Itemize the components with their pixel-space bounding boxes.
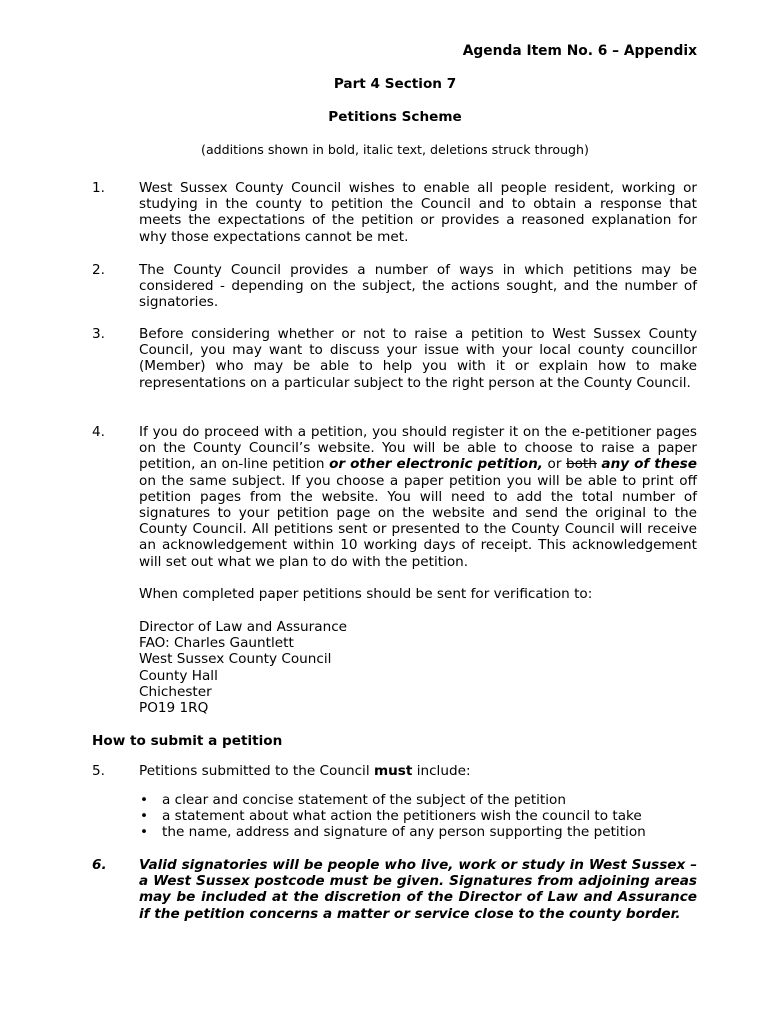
list-item: • the name, address and signature of any person supporting the petition [139, 824, 699, 840]
emphasis-text: must [373, 763, 413, 779]
item-number: 2. [92, 262, 105, 278]
addition-text: or other electronic petition, [329, 456, 543, 473]
address-line: PO19 1RQ [139, 700, 209, 717]
item-number: 5. [92, 763, 105, 779]
document-title: Petitions Scheme [328, 109, 462, 125]
paragraph-4 [139, 424, 697, 570]
address-line: FAO: Charles Gauntlett [139, 635, 294, 652]
paragraph-1: West Sussex County Council wishes to enable all people resident, working or studying in the county to petition the Council and to obtain a response that meets the expectations of the petition or provides a reasoned explanation for why those expectations cannot be met. [139, 180, 697, 245]
addition-text: any of these [601, 456, 697, 473]
agenda-item-heading: Agenda Item No. 6 – Appendix [462, 43, 697, 59]
item-number: 1. [92, 180, 105, 196]
item-number: 6. [92, 857, 107, 873]
paragraph-3: Before considering whether or not to raise a petition to West Sussex County Council, you may want to discuss your issue with your local county councillor (Member) who may be able to help you with it or explain how to make representations on a particular subject to the right person at the County Council. [139, 326, 697, 391]
paragraph-4-text: If you do proceed with a petition, you should register it on the e-petitioner pages on the County Council’s website. You will be able to choose to raise a paper petition, an on-line petition [139, 424, 697, 473]
address-line: Director of Law and Assurance [139, 619, 348, 635]
paragraph-5-text: Petitions submitted to the Council [139, 763, 374, 779]
paragraph-4-text: on the same subject. If you choose a paper petition you will be able to print off petition pages from the website. You will need to add the total number of signatures to your petition page on the website and send the original to the County Council. All petitions sent or presented to the County Council will receive an acknowledgement within 10 working days of receipt. This acknowledgement will set out what we plan to do with the petition. [139, 472, 697, 570]
part-section-heading: Part 4 Section 7 [333, 76, 457, 92]
item-number: 4. [92, 424, 105, 440]
deletion-text: both [565, 456, 597, 473]
list-item: • a clear and concise statement of the subject of the petition [139, 792, 699, 808]
address-line: West Sussex County Council [139, 651, 332, 668]
paragraph-6: Valid signatories will be people who live, work or study in West Sussex – a West Sussex postcode must be given. Signatures from adjoining areas may be included at the discretion of the Director of Law and Assurance if the petition concerns a matter or service close to the county border. [139, 857, 697, 922]
address-line: Chichester [139, 683, 212, 700]
section-heading: How to submit a petition [92, 733, 283, 749]
edit-note: (additions shown in bold, italic text, deletions struck through) [201, 142, 589, 157]
postal-address [139, 619, 347, 716]
requirements-list [139, 792, 699, 841]
address-line: County Hall [139, 667, 218, 684]
list-item: • a statement about what action the petitioners wish the council to take [139, 808, 699, 824]
verification-intro: When completed paper petitions should be sent for verification to: [139, 586, 593, 602]
paragraph-2: The County Council provides a number of ways in which petitions may be considered - depending on the subject, the actions sought, and the number of signatories. [139, 262, 697, 311]
paragraph-5-text: include: [412, 763, 471, 779]
paragraph-5 [139, 763, 471, 779]
paragraph-4-text: or [542, 456, 566, 473]
item-number: 3. [92, 326, 105, 342]
